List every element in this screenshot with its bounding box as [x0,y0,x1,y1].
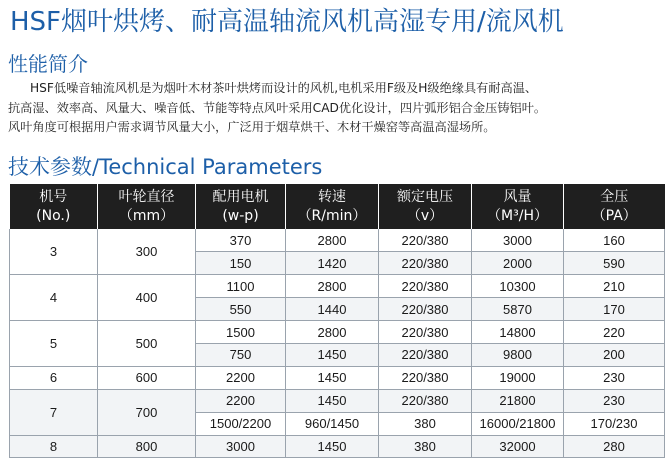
cell-speed: 2800 [286,229,379,252]
cell-speed: 1420 [286,252,379,275]
column-header [286,184,379,229]
cell-motor: 1500 [196,321,286,344]
table-row [10,275,665,298]
cell-motor: 2200 [196,389,286,412]
column-header-unit: （mm） [118,207,175,224]
column-header-unit: （R/min） [297,207,367,224]
column-header [564,184,665,229]
cell-speed: 1450 [286,366,379,389]
cell-airflow: 19000 [472,366,564,389]
cell-impeller-diameter: 400 [98,275,196,321]
cell-pressure: 230 [564,389,665,412]
intro-heading: 性能简介 [8,52,88,76]
table-body [10,229,665,458]
cell-airflow: 21800 [472,389,564,412]
cell-motor: 370 [196,229,286,252]
cell-voltage: 220/380 [379,229,472,252]
cell-airflow: 10300 [472,275,564,298]
cell-airflow: 2000 [472,252,564,275]
cell-speed: 2800 [286,275,379,298]
cell-motor: 3000 [196,435,286,458]
cell-voltage: 220/380 [379,321,472,344]
cell-motor: 150 [196,252,286,275]
cell-airflow: 14800 [472,321,564,344]
cell-impeller-diameter: 800 [98,435,196,458]
column-header-label: 机号 [39,188,68,205]
cell-model-no: 5 [10,321,98,367]
cell-pressure: 230 [564,366,665,389]
column-header-label: 配用电机 [212,188,269,205]
column-header-unit: (No.) [36,207,71,224]
cell-pressure: 210 [564,275,665,298]
cell-voltage: 220/380 [379,343,472,366]
cell-pressure: 590 [564,252,665,275]
cell-impeller-diameter: 600 [98,366,196,389]
cell-voltage: 380 [379,435,472,458]
cell-speed: 1440 [286,298,379,321]
cell-airflow: 3000 [472,229,564,252]
cell-pressure: 200 [564,343,665,366]
table-header-row [10,184,665,229]
cell-impeller-diameter: 500 [98,321,196,367]
cell-airflow: 5870 [472,298,564,321]
table-row [10,389,665,412]
cell-pressure: 170/230 [564,412,665,435]
column-header [379,184,472,229]
column-header-label: 全压 [600,188,629,205]
column-header-label: 转速 [318,188,346,205]
table-row [10,435,665,458]
table-row [10,229,665,252]
intro-line: 抗高湿、效率高、风量大、噪音低、节能等特点风叶采用CAD优化设计，四片弧形铝合金压铸铝叶。 [8,100,547,115]
cell-pressure: 160 [564,229,665,252]
column-header-label: 额定电压 [397,188,453,205]
column-header-unit: （M³/H） [487,207,548,224]
column-header-label: 风量 [503,188,532,205]
cell-motor: 1100 [196,275,286,298]
cell-model-no: 3 [10,229,98,275]
cell-airflow: 9800 [472,343,564,366]
cell-speed: 1450 [286,389,379,412]
cell-model-no: 7 [10,389,98,435]
column-header-unit: （PA） [591,207,637,224]
cell-impeller-diameter: 700 [98,389,196,435]
cell-impeller-diameter: 300 [98,229,196,275]
column-header [196,184,286,229]
cell-airflow: 32000 [472,435,564,458]
cell-pressure: 170 [564,298,665,321]
cell-motor: 2200 [196,366,286,389]
cell-model-no: 4 [10,275,98,321]
cell-pressure: 220 [564,321,665,344]
cell-model-no: 6 [10,366,98,389]
cell-voltage: 220/380 [379,252,472,275]
column-header [10,184,98,229]
cell-airflow: 16000/21800 [472,412,564,435]
tech-params-heading: 技术参数/Technical Parameters [8,155,323,179]
table-row [10,321,665,344]
cell-pressure: 280 [564,435,665,458]
intro-line: 风叶角度可根据用户需求调节风量大小，广泛用于烟草烘干、木材干燥窑等高温高湿场所。 [8,120,496,134]
intro-paragraph [8,79,663,138]
column-header-unit: （v） [406,207,444,224]
column-header [472,184,564,229]
tech-params-table [9,184,665,458]
cell-motor: 1500/2200 [196,412,286,435]
cell-speed: 1450 [286,343,379,366]
column-header [98,184,196,229]
cell-speed: 1450 [286,435,379,458]
cell-voltage: 220/380 [379,366,472,389]
page-title: HSF烟叶烘烤、耐高温轴流风机高湿专用/流风机 [10,7,564,37]
cell-voltage: 380 [379,412,472,435]
column-header-label: 叶轮直径 [118,188,175,205]
cell-voltage: 220/380 [379,389,472,412]
cell-model-no: 8 [10,435,98,458]
intro-line: HSF低噪音轴流风机是为烟叶木材茶叶烘烤而设计的风机,电机采用F级及H级绝缘具有耐高温、 [30,81,538,95]
cell-voltage: 220/380 [379,298,472,321]
cell-voltage: 220/380 [379,275,472,298]
cell-motor: 550 [196,298,286,321]
cell-speed: 960/1450 [286,412,379,435]
table-row [10,366,665,389]
cell-motor: 750 [196,343,286,366]
column-header-unit: (w-p) [222,207,259,224]
cell-speed: 2800 [286,321,379,344]
